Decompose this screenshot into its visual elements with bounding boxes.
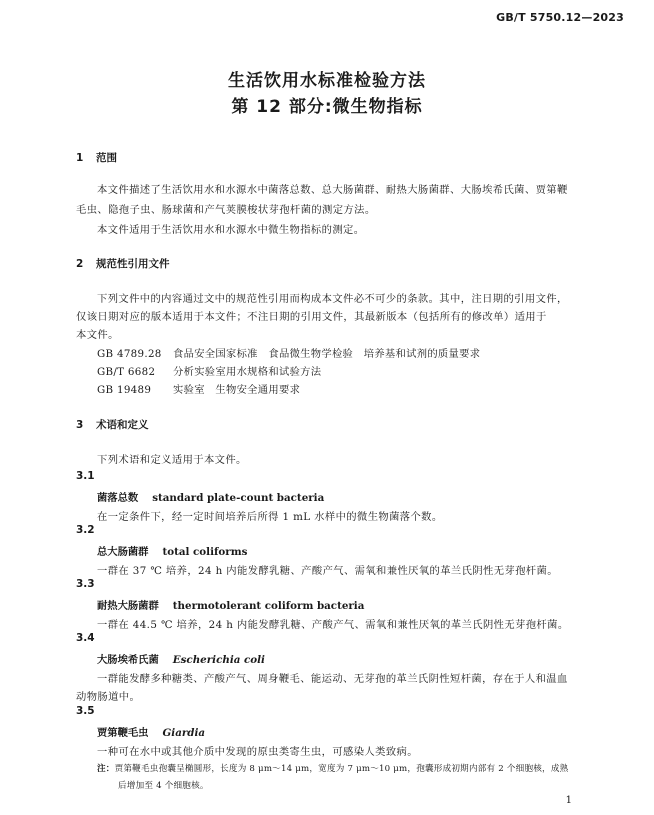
term-definition: 一种可在水中或其他介质中发现的原虫类寄生虫，可感染人类致病。 — [97, 746, 418, 758]
section-2-heading — [76, 256, 170, 271]
reference-title: 食品安全国家标准 食品微生物学检验 培养基和试剂的质量要求 — [173, 348, 481, 360]
term-en: Giardia — [162, 727, 206, 739]
term-number: 3.4 — [76, 632, 95, 644]
section-3-heading — [76, 417, 149, 432]
term-definition: 动物肠道中。 — [76, 691, 141, 703]
section-number: 2 — [76, 258, 84, 270]
term-title — [97, 724, 205, 739]
term-number: 3.3 — [76, 578, 95, 590]
term-zh: 总大肠菌群 — [97, 546, 149, 558]
paragraph: 本文件描述了生活饮用水和水源水中菌落总数、总大肠菌群、耐热大肠菌群、大肠埃希氏菌、贾第鞭 — [97, 184, 568, 196]
document-title: 生活饮用水标准检验方法 — [228, 71, 426, 91]
document-subtitle: 第 12 部分:微生物指标 — [231, 97, 423, 117]
paragraph: 下列文件中的内容通过文中的规范性引用而构成本文件必不可少的条款。其中，注日期的引用文件， — [97, 293, 568, 305]
paragraph: 下列术语和定义适用于本文件。 — [97, 454, 247, 466]
section-number: 3 — [76, 419, 84, 431]
paragraph: 仅该日期对应的版本适用于本文件；不注日期的引用文件，其最新版本（包括所有的修改单）适用于 — [76, 311, 547, 323]
term-zh: 耐热大肠菌群 — [97, 600, 159, 612]
reference-code: GB 4789.28 — [97, 348, 162, 360]
note-continuation: 后增加至 4 个细胞核。 — [118, 781, 209, 791]
reference-item — [97, 363, 321, 378]
term-en: total coliforms — [162, 546, 248, 558]
term-definition: 一群能发酵多种糖类、产酸产气、周身鞭毛、能运动、无芽孢的革兰氏阴性短杆菌，存在于人和温血 — [97, 673, 568, 685]
term-title — [97, 489, 324, 504]
note-text: 贾第鞭毛虫孢囊呈椭圆形，长度为 8 μm～14 μm，宽度为 7 μm～10 μm，孢囊形成初期内部有 2 个细胞核，成熟 — [114, 764, 569, 774]
section-title: 规范性引用文件 — [96, 258, 170, 270]
term-title — [97, 651, 265, 666]
paragraph: 本文件适用于生活饮用水和水源水中微生物指标的测定。 — [97, 224, 365, 236]
term-en: thermotolerant coliform bacteria — [172, 600, 365, 612]
reference-code: GB/T 6682 — [97, 366, 156, 378]
paragraph: 本文件。 — [76, 329, 119, 341]
section-title: 范围 — [96, 152, 117, 164]
term-en: Escherichia coli — [172, 654, 265, 666]
term-zh: 贾第鞭毛虫 — [97, 727, 149, 739]
term-title — [97, 597, 364, 612]
paragraph: 毛虫、隐孢子虫、肠球菌和产气荚膜梭状芽孢杆菌的测定方法。 — [76, 204, 376, 216]
term-zh: 菌落总数 — [97, 492, 139, 504]
reference-title: 实验室 生物安全通用要求 — [173, 384, 301, 396]
reference-item — [97, 381, 300, 396]
section-1-heading — [76, 150, 117, 165]
term-en: standard plate-count bacteria — [152, 492, 325, 504]
reference-title: 分析实验室用水规格和试验方法 — [173, 366, 322, 378]
page-number: 1 — [565, 795, 572, 806]
reference-item — [97, 345, 480, 360]
term-number: 3.1 — [76, 470, 95, 482]
note — [97, 762, 568, 774]
term-definition: 一群在 44.5 ℃ 培养，24 h 内能发酵乳糖、产酸产气、需氧和兼性厌氧的革兰氏阴性无芽孢杆菌。 — [97, 619, 569, 631]
term-definition: 在一定条件下，经一定时间培养后所得 1 mL 水样中的微生物菌落个数。 — [97, 511, 443, 523]
term-number: 3.2 — [76, 524, 95, 536]
reference-code: GB 19489 — [97, 384, 152, 396]
term-title — [97, 543, 247, 558]
term-zh: 大肠埃希氏菌 — [97, 654, 159, 666]
term-definition: 一群在 37 ℃ 培养，24 h 内能发酵乳糖、产酸产气、需氧和兼性厌氧的革兰氏阴性无芽孢杆菌。 — [97, 565, 558, 577]
note-label: 注： — [97, 764, 115, 774]
section-number: 1 — [76, 152, 84, 164]
term-number: 3.5 — [76, 705, 95, 717]
standard-code: GB/T 5750.12—2023 — [496, 11, 624, 24]
section-title: 术语和定义 — [96, 419, 149, 431]
